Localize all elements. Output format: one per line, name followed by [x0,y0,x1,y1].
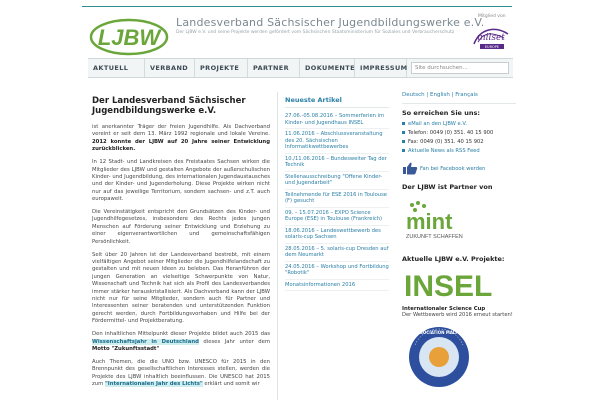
mint-sub: ZUKUNFT SCHAFFEN [406,234,463,240]
bullet-icon [402,122,405,125]
badge-text: ASSOCIATION MALTCH [414,329,464,335]
site-subtitle: Der LJBW e.V. und seine Projekte werden gefördert vom Sächsischen Staatsministerium für Soziales und Verbraucherschutz [176,30,455,35]
contact-phone: Telefon: 0049 (0) 351. 40 15 900 [402,129,516,138]
contact-title: So erreichen Sie uns: [402,109,480,117]
contact-email[interactable]: eMail an den LJBW e.V. [402,120,516,129]
nav-dokumente[interactable]: DOKUMENTE [300,59,355,77]
bullet-icon [402,149,405,152]
thumbs-up-icon [402,162,418,175]
nav-verband[interactable]: VERBAND [145,59,195,77]
main-navigation [88,58,513,78]
nav-projekte[interactable]: PROJEKTE [195,59,248,77]
site-title: Landesverband Sächsischer Jugendbildungswerke e.V. [176,16,485,29]
header-top-line [82,6,512,7]
news-item[interactable]: 11.06.2016 – Abschlussveranstaltung des 20. Sächsischen Informatikwettbewerbes [285,129,389,154]
facebook-text: Fan bei Facebook werden [420,165,486,172]
project-badge-logo[interactable] [402,323,476,383]
bullet-icon [402,140,405,143]
bullet-icon [402,131,405,134]
main-content [92,96,270,394]
news-widget [285,96,389,291]
unesco-paragraph: Auch Themen, die die UNO bzw. UNESCO für 2015 in den Brennpunkt des gesellschaftlichen Interesses stellen, werden die Projekte des LJBW inhaltlich beeinflussen. Die UNESCO hat 2015 zum "Internationalen Jahr des Lichts" erklärt und somit wir [92,358,270,388]
logo-text: LJBW [97,25,161,50]
news-item[interactable]: 28.05.2016 – 5. solaris-cup Dresden auf dem Neumarkt [285,244,389,262]
search-input[interactable] [411,62,509,74]
language-switcher[interactable]: Deutsch | English | Français [402,92,516,104]
partner-title: Der LJBW ist Partner von [402,183,493,191]
news-item[interactable]: Monatsinformationen 2016 [285,280,389,292]
nav-impressum[interactable]: IMPRESSUM [355,59,407,77]
svg-text:milset: milset [477,33,505,43]
insel-logo[interactable] [402,268,493,303]
news-item[interactable]: 27.06.-05.08.2016 – Sommerferien im Kinder- und Jugendhaus INSEL [285,111,389,129]
year-of-light-link[interactable]: "Internationalen Jahr des Lichts" [105,381,203,388]
page-title: Der Landesverband Sächsischer Jugendbildungswerke e.V. [92,96,246,116]
facebook-link[interactable] [402,162,516,175]
regions-paragraph: In 12 Stadt- und Landkreisen des Freistaates Sachsen wirken die Mitglieder des LJBW und gestalten Angebote der außerschulischen Kinder- und Jugendbildung, des internationalen Jugendaustausches und der Kinder- und Jugenderholung. Diese Projekte wirken nicht nur auf das jeweilige Territorium, sondern sachsen- und z.T. auch europaweit. [92,159,270,203]
mint-logo[interactable] [402,197,480,241]
nav-aktuell[interactable]: AKTUELL [88,59,145,77]
header [0,0,600,58]
ljbw-logo[interactable] [88,16,170,58]
member-label: Mitglied von [478,14,506,19]
projects-title: Aktuelle LJBW e.V. Projekte: [402,255,505,263]
news-item[interactable]: Stellenausschreibung "Offene Kinder- und Jugendarbeit" [285,172,389,190]
principles-paragraph: Die Vereinstätigkeit entspricht den Grundsätzen des Kinder- und Jugendhilfegesetzes, insbesondere des Rechts jedes jungen Menschen auf Förderung seiner Entwicklung und Erziehung zu einer eigenverantwortlichen und gemeinschaftsfähigen Persönlichkeit. [92,209,270,245]
nav-partner[interactable]: PARTNER [248,59,300,77]
contact-fax: Fax: 0049 (0) 351. 40 15 902 [402,138,516,147]
insel-description: Der Wettbewerb wird 2016 erneut starten! [402,312,513,318]
insel-text: INSEL [404,270,493,303]
science-year-link[interactable]: Wissenschaftsjahr in Deutschland [92,338,199,345]
news-item[interactable]: Teilnehmende für ESE 2016 in Toulouse (F) gesucht [285,190,389,208]
news-item[interactable]: 10./11.06.2016 – Bundesweiter Tag der Technik [285,154,389,172]
sidebar [402,92,516,387]
contact-rss[interactable]: Aktuelle News als RSS Feed [402,147,516,156]
science-year-paragraph: Den inhaltlichen Mittelpunkt dieser Projekte bildet auch 2015 das Wissenschaftsjahr in Deutschland dieses Jahr unter dem Motto "Zukunftsstadt" [92,331,271,352]
news-item[interactable]: 24.05.2016 – Workshop und Fortbildung "Robotik" [285,262,389,280]
member-logo-text: EUROPE [484,45,500,49]
mint-text: mint [406,209,453,234]
news-item[interactable]: 18.06.2016 – Landeswettbewerb des solaris-cup Sachsen [285,226,389,244]
news-item[interactable]: 09. – 15.07.2016 – EXPO Science Europe (ESE) in Toulouse (Frankreich) [285,208,389,226]
member-organization-logo[interactable] [470,22,512,52]
column-divider [277,92,278,400]
intro-paragraph: ist anerkannter Träger der freien Jugendhilfe. Als Dachverband vereint er seit dem 13. März 1992 regionale und lokale Vereine. 2012 konnte der LJBW auf 20 Jahre seiner Entwicklung zurückblicken. [92,124,270,153]
history-paragraph: Seit über 20 Jahren ist der Landesverband bestrebt, mit einem vielfältigen Angebot seiner Mitglieder die Jugendhilfelandschaft zu gestalten und mit neuen Ideen zu beleben. Das Heranführen der jungen Generation an vielseitige Schwerpunkte von Natur, Wissenschaft und Technik hat sich als Profil des Landesverbandes immer stärker herauskristallisiert. Als Dachverband kann der LJBW nicht nur für seine Mitglieder, sondern auch für Partner und Interessenten seiner beratenden und unterstützenden Funktion gerecht werden, durch Fortbildungsvorhaben und Hilfe bei der Fördermittel- und Projektberatung. [92,251,270,325]
news-title: Neueste Artikel [285,96,389,108]
insel-caption: Internationaler Science Cup [402,306,486,312]
